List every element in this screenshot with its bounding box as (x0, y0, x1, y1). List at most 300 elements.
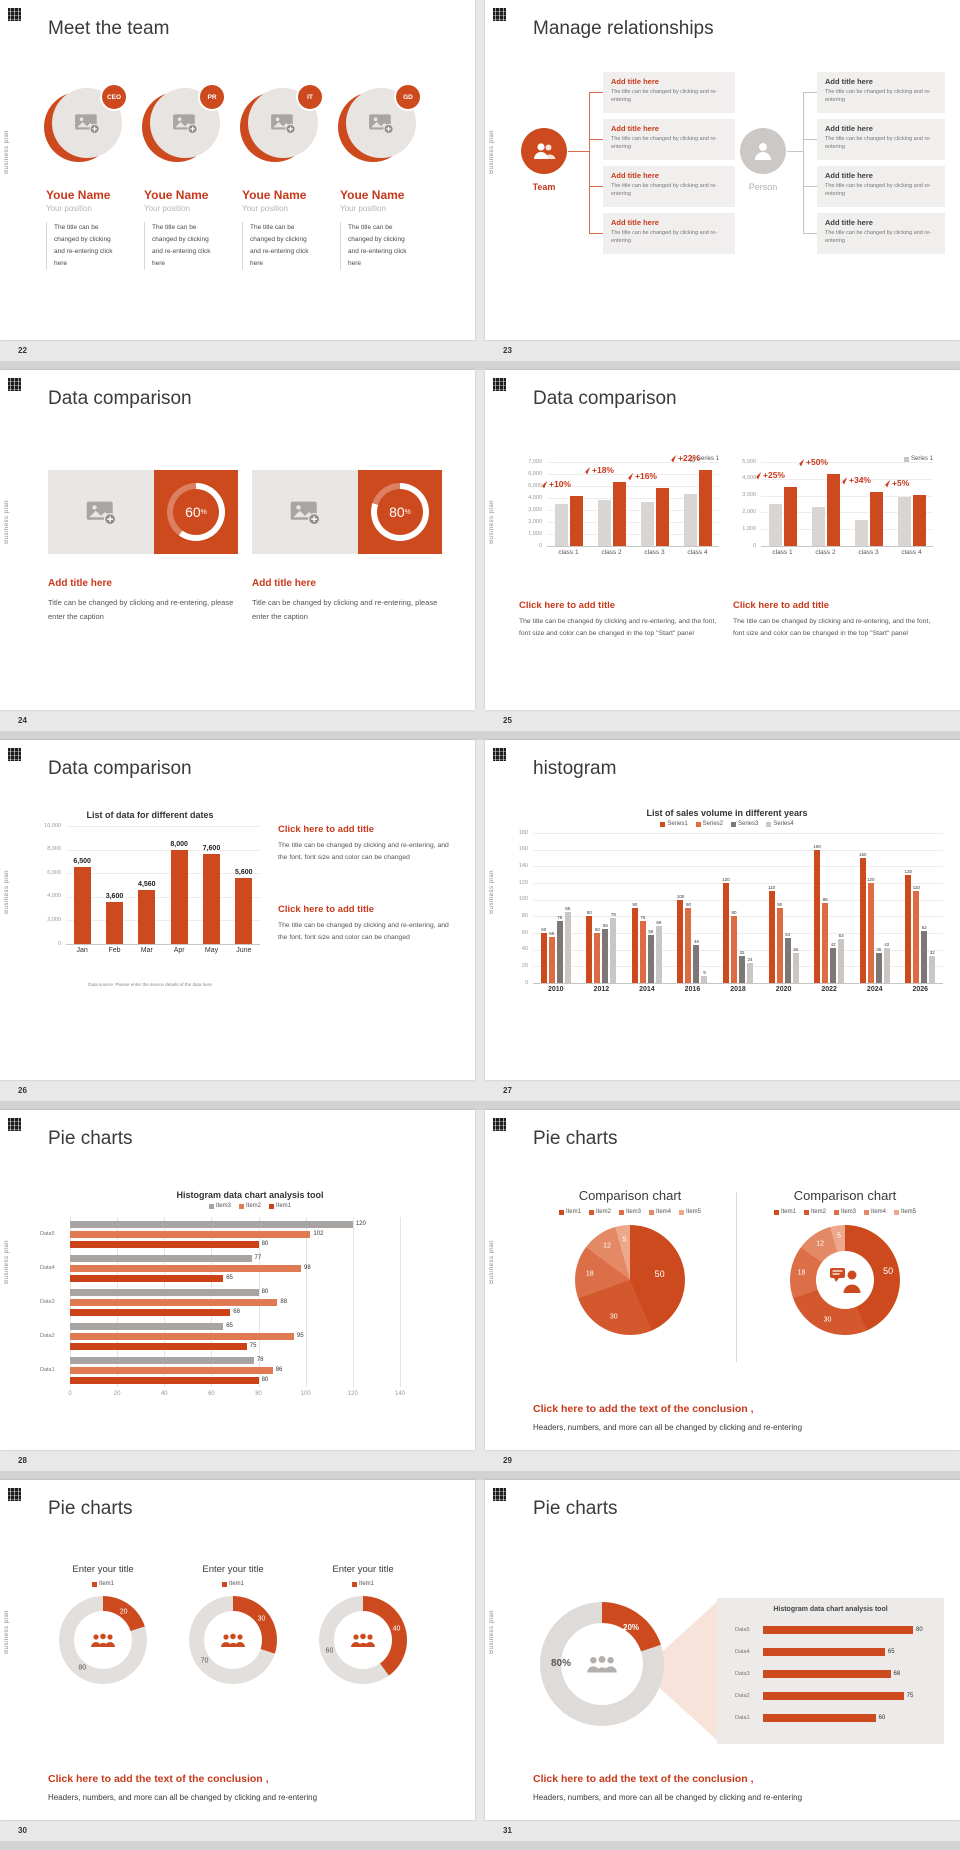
progress-ring-center (377, 489, 423, 535)
image-placeholder (48, 470, 154, 554)
bar-value-label: 53 (838, 932, 844, 938)
percent-unit: % (404, 508, 411, 516)
bar-value-label: 60 (541, 927, 547, 932)
slide-26-data-comparison[interactable] (0, 740, 475, 1080)
slice-value-label: 50 (654, 1268, 665, 1279)
bar-value-label: 130 (904, 868, 913, 874)
legend-item (766, 821, 793, 827)
bar (763, 1626, 913, 1634)
bar (70, 1377, 259, 1384)
bar-value-label: 42 (884, 942, 890, 947)
row-3 (0, 740, 960, 1080)
x-axis-labels (66, 947, 260, 954)
y-axis-tick: 180 (518, 829, 528, 836)
y-axis-tick: 60 (521, 929, 528, 936)
caption-title: Click here to add title (278, 904, 375, 915)
relationship-box (817, 166, 945, 207)
x-axis-label: class 2 (815, 549, 836, 556)
sidebar-vertical-text: Business plan (489, 130, 495, 174)
bar (739, 950, 745, 983)
chart-panel (40, 810, 260, 987)
chart-title: Enter your title (72, 1564, 134, 1575)
percent-value: 60 (185, 504, 201, 520)
x-axis-tick: 20 (113, 1391, 121, 1397)
y-axis-tick: 4,000 (47, 893, 61, 900)
bar (70, 1367, 273, 1374)
bar (676, 893, 685, 983)
hbar-line (70, 1343, 460, 1350)
connector-line (589, 186, 603, 187)
role-badge: CEO (100, 83, 128, 111)
donut-center (816, 1251, 874, 1309)
chart-legend (511, 821, 943, 827)
bar (641, 502, 654, 546)
connector-line (803, 233, 817, 234)
bar (541, 927, 547, 983)
box-description: The title can be changed by clicking and re-entering (611, 89, 718, 104)
page-number: 27 (503, 1086, 512, 1095)
slide-31-pie-charts[interactable] (485, 1480, 960, 1820)
bar (202, 845, 221, 944)
y-axis-tick: 80 (521, 912, 528, 919)
legend-item (731, 821, 758, 827)
category-label: Data3 (40, 1299, 55, 1305)
legend-item (894, 1209, 916, 1215)
legend-label: Item3 (215, 1203, 231, 1209)
chart-title: List of sales volume in different years (646, 808, 808, 818)
hbar-line (70, 1377, 460, 1384)
legend-swatch (766, 822, 771, 827)
member-position: Your position (144, 204, 190, 213)
hbar-line (70, 1323, 460, 1330)
x-axis-tick: 60 (208, 1391, 215, 1397)
bar-value-label: 60 (594, 927, 600, 932)
person-title-boxes (817, 72, 945, 260)
bar (70, 1241, 259, 1248)
bar-group (98, 826, 130, 944)
brand-logo (8, 1488, 21, 1501)
growth-label: +18% (582, 465, 614, 475)
legend-label: Item5 (901, 1209, 917, 1215)
team-title-boxes (603, 72, 735, 260)
sidebar-vertical-text: Business plan (489, 500, 495, 544)
bar-value-label: 36 (793, 947, 799, 952)
x-axis-label: 2010 (547, 986, 564, 993)
x-axis-label: 2020 (775, 986, 792, 993)
connector-line (589, 92, 590, 233)
caption-title: Click here to add title (278, 824, 375, 835)
bar (70, 1299, 277, 1306)
connector-line (803, 92, 817, 93)
legend-label: Item1 (358, 1581, 374, 1587)
page-number: 24 (18, 716, 27, 725)
bar (912, 885, 920, 983)
hbar-row (735, 1685, 944, 1707)
bar-value-label: 80 (731, 910, 737, 916)
page-number: 22 (18, 346, 27, 355)
x-axis-label: Mar (140, 947, 153, 954)
member-description: The title can be changed by clicking and re-entering click here (340, 222, 412, 270)
slide-title: Data comparison (48, 388, 192, 409)
x-axis-label: Jan (76, 947, 88, 954)
legend-item (239, 1203, 261, 1209)
image-placeholder-icon (85, 499, 117, 525)
legend-label: Item3 (840, 1209, 856, 1215)
bar-value-label: 4,560 (138, 881, 156, 889)
caption-title: Click here to add title (733, 600, 830, 611)
slide-27-histogram[interactable] (485, 740, 960, 1080)
member-description: The title can be changed by clicking and re-entering click here (242, 222, 314, 270)
row-2 (0, 370, 960, 710)
legend-item (92, 1581, 114, 1587)
percent-value: 80 (389, 504, 405, 520)
category-label: Data2 (735, 1693, 750, 1699)
bar-group (633, 462, 676, 546)
x-axis-label: class 2 (601, 549, 622, 556)
bar (549, 931, 555, 983)
y-axis-tick: 40 (521, 946, 528, 953)
slice-value-label: 20 (119, 1608, 128, 1616)
bar-value-label: 80 (916, 1627, 923, 1633)
bar-group (131, 826, 163, 944)
team-cards (46, 86, 425, 270)
slide-title: Pie charts (533, 1498, 618, 1519)
y-axis-tick: 0 (524, 979, 528, 986)
bar-value-label: 160 (813, 843, 821, 849)
brand-logo (8, 1118, 21, 1131)
box-title: Add title here (611, 77, 659, 86)
bar (870, 492, 883, 546)
slide-25-data-comparison[interactable] (485, 370, 960, 710)
percent-tile (358, 470, 442, 554)
hbar-row (735, 1641, 944, 1663)
sidebar-vertical-text: Business plan (4, 1610, 10, 1654)
relationship-box (603, 72, 735, 113)
legend-swatch (92, 1582, 97, 1587)
legend-label: Series1 (667, 821, 688, 827)
progress-ring (371, 483, 429, 541)
legend-swatch (222, 1582, 227, 1587)
row-divider (0, 361, 960, 370)
chart-legend (42, 1581, 164, 1587)
donut-center (204, 1611, 262, 1669)
caption-text: The title can be changed by clicking and re-entering, and the font, font size and color can be changed (278, 842, 449, 861)
role-badge: GD (394, 83, 422, 111)
brand-logo (8, 8, 21, 21)
caption-block (733, 600, 933, 640)
y-axis-tick: 2,000 (528, 518, 542, 525)
y-axis-tick: 4,000 (528, 494, 542, 501)
y-axis-tick: 1,000 (742, 525, 756, 532)
growth-arrow-icon (839, 476, 848, 485)
bar (610, 912, 616, 983)
conclusion-text: Headers, numbers, and more can all be changed by clicking and re-entering (48, 1793, 318, 1802)
bar (565, 906, 571, 983)
plot-area (533, 833, 943, 984)
bar-value-label: 90 (777, 902, 783, 907)
donut-chart (790, 1225, 900, 1335)
y-axis-tick: 120 (518, 879, 528, 886)
relationship-box (817, 213, 945, 254)
bar (656, 488, 669, 546)
legend-label: Series2 (702, 821, 723, 827)
bar (598, 500, 611, 546)
row-5 (0, 1480, 960, 1820)
slide-24-data-comparison[interactable] (0, 370, 475, 710)
bar (105, 892, 124, 944)
conclusion-text: Headers, numbers, and more can all be changed by clicking and re-entering (533, 1793, 803, 1802)
bar (866, 877, 875, 983)
legend-swatch (904, 457, 909, 462)
slide-28-pie-charts[interactable] (0, 1110, 475, 1450)
bar-value-label: 68 (893, 1671, 901, 1677)
hbar-line (763, 1626, 944, 1634)
page-number-strip (0, 340, 960, 361)
chart-title: Histogram data chart analysis tool (773, 1606, 888, 1613)
bar-group (163, 826, 195, 944)
bar-value-label: 88 (280, 1299, 288, 1305)
card-description: Title can be changed by clicking and re-entering, please enter the caption (252, 598, 438, 622)
hbar-line (70, 1357, 460, 1364)
bar (876, 947, 882, 983)
bar-value-label: 95 (296, 1333, 304, 1339)
page-number: 26 (18, 1086, 27, 1095)
bar (884, 942, 890, 983)
donut-center (561, 1623, 643, 1705)
relationship-box (603, 119, 735, 160)
slide-title: Pie charts (48, 1128, 133, 1149)
row-divider (0, 731, 960, 740)
caption-title: Click here to add title (519, 600, 616, 611)
hbar-line (70, 1309, 460, 1316)
bar (784, 487, 797, 546)
y-axis-tick: 6,000 (528, 470, 542, 477)
legend-swatch (239, 1204, 244, 1209)
hbar-line (70, 1231, 460, 1238)
slide-22-meet-the-team[interactable] (0, 0, 475, 340)
slide-29-pie-charts[interactable] (485, 1110, 960, 1450)
sidebar-vertical-text: Business plan (4, 130, 10, 174)
pie-chart (575, 1225, 685, 1335)
bar-group (670, 833, 716, 983)
box-description: The title can be changed by clicking and re-entering (611, 230, 718, 245)
hbar-line (70, 1265, 460, 1272)
legend-swatch (559, 1210, 564, 1215)
connector-line (568, 151, 589, 152)
legend-label: Item4 (871, 1209, 887, 1215)
member-name: Youe Name (144, 188, 209, 202)
connector-line (589, 139, 603, 140)
slice-value-label: 5 (837, 1232, 841, 1240)
slice-value-label: 18 (585, 1270, 594, 1278)
legend-item (222, 1581, 244, 1587)
percent-tile (154, 470, 238, 554)
y-axis-tick: 1,000 (528, 530, 542, 537)
slice-value-label: 80 (78, 1664, 87, 1672)
bar (722, 877, 730, 983)
bar-value-label: 60 (878, 1715, 886, 1721)
team-circle (521, 128, 567, 174)
legend-label: Item2 (810, 1209, 826, 1215)
x-axis-label: 2026 (912, 986, 929, 993)
bar-group (852, 833, 898, 983)
image-placeholder-icon (270, 112, 296, 134)
legend-swatch (834, 1210, 839, 1215)
card-description: Title can be changed by clicking and re-entering, please enter the caption (48, 598, 234, 622)
highlight-beam (655, 1600, 719, 1742)
chart-title: Enter your title (332, 1564, 394, 1575)
legend-swatch (589, 1210, 594, 1215)
bar-value-label: 120 (866, 877, 875, 882)
bar (70, 1231, 310, 1238)
people-group-icon (350, 1633, 376, 1648)
legend-item (269, 1203, 291, 1209)
chart-legend (302, 1581, 424, 1587)
slice-value-label: 60 (325, 1647, 334, 1655)
bar (793, 947, 799, 983)
category-label: Data4 (40, 1265, 55, 1271)
sidebar-vertical-text: Business plan (489, 1240, 495, 1284)
relationship-box (817, 72, 945, 113)
bar-value-label: 86 (275, 1367, 283, 1373)
image-placeholder-icon (172, 112, 198, 134)
hbar-row (40, 1353, 460, 1387)
hbar-row (40, 1285, 460, 1319)
bar-value-label: 80 (261, 1241, 269, 1247)
slide-title: histogram (533, 758, 617, 779)
legend-swatch (352, 1582, 357, 1587)
category-label: Data5 (40, 1231, 55, 1237)
donut-chart (189, 1596, 277, 1684)
growth-arrow-icon (796, 458, 805, 467)
legend-item (774, 1209, 796, 1215)
brand-logo (493, 8, 506, 21)
bar (731, 910, 737, 983)
bar (699, 470, 712, 546)
person-label: Person (748, 182, 778, 192)
progress-ring (167, 483, 225, 541)
bar (138, 881, 156, 944)
bar-value-label: 80 (261, 1289, 269, 1295)
bar (70, 1357, 254, 1364)
hbar-line (70, 1333, 460, 1340)
bar (170, 840, 188, 944)
x-axis-label: 2014 (639, 986, 655, 993)
bar (70, 1333, 294, 1340)
bar-value-label: 65 (602, 922, 608, 928)
bar (570, 496, 583, 546)
bar-value-label: 62 (921, 925, 927, 931)
slide-23-manage-relationships[interactable] (485, 0, 960, 340)
bar (70, 1255, 252, 1262)
pie-panel (740, 1188, 950, 1335)
brand-logo (493, 1118, 506, 1131)
people-group-icon (220, 1633, 246, 1648)
row-divider (0, 1471, 960, 1480)
bar (701, 969, 707, 984)
bar (929, 950, 935, 983)
member-description: The title can be changed by clicking and re-entering click here (46, 222, 118, 270)
legend-label: Item5 (686, 1209, 702, 1215)
donut-center (74, 1611, 132, 1669)
growth-label: +5% (882, 478, 909, 488)
growth-arrow-icon (882, 479, 891, 488)
bar (763, 1648, 885, 1656)
legend-label: Item4 (656, 1209, 672, 1215)
sidebar-vertical-text: Business plan (489, 870, 495, 914)
growth-arrow-icon (753, 471, 762, 480)
bar-value-label: 54 (785, 932, 791, 937)
y-axis-tick: 10,000 (44, 822, 61, 829)
bar-value-label: 46 (693, 938, 699, 944)
bar-value-label: 120 (355, 1221, 366, 1227)
hbar-line (70, 1367, 460, 1374)
hbar-line (763, 1670, 944, 1678)
legend-label: Series 1 (910, 456, 933, 462)
bar-value-label: 6,500 (73, 858, 91, 866)
bar (594, 927, 600, 983)
percent-unit: % (200, 508, 207, 516)
bar (812, 507, 825, 546)
slice-value-label: 30 (609, 1313, 618, 1321)
donut-accent-share-label: 20% (623, 1623, 640, 1632)
team-member-card (46, 86, 131, 270)
page-number: 29 (503, 1456, 512, 1465)
detail-panel (717, 1598, 944, 1744)
x-axis-label: June (236, 947, 252, 954)
y-axis-tick: 160 (518, 846, 528, 853)
x-axis-label: 2022 (821, 986, 837, 993)
legend-swatch (209, 1204, 214, 1209)
hbar-line (70, 1241, 460, 1248)
page-number-strip (0, 710, 960, 731)
legend-swatch (649, 1210, 654, 1215)
legend-label: Item1 (565, 1209, 581, 1215)
bar-value-label: 75 (249, 1343, 257, 1349)
avatar (242, 86, 320, 166)
y-axis-tick: 7,000 (528, 458, 542, 465)
bar (555, 504, 568, 546)
growth-label: +22% (668, 453, 700, 463)
slide-30-pie-charts[interactable] (0, 1480, 475, 1820)
box-title: Add title here (611, 171, 659, 180)
row-divider (0, 1101, 960, 1110)
progress-ring-center (173, 489, 219, 535)
x-axis-label: class 3 (644, 549, 665, 556)
connector-line (803, 186, 817, 187)
legend-item (589, 1209, 611, 1215)
y-axis-tick: 3,000 (742, 492, 756, 499)
page-number: 28 (18, 1456, 27, 1465)
bar (632, 902, 638, 983)
bar-value-label: 110 (768, 885, 776, 891)
chart-panel (733, 456, 933, 562)
legend-swatch (269, 1204, 274, 1209)
chart-panel (511, 808, 943, 999)
bar-group (624, 833, 670, 983)
legend-label: Series4 (773, 821, 794, 827)
category-label: Data3 (735, 1671, 750, 1677)
legend-label: Series3 (738, 821, 759, 827)
pie-panel (525, 1188, 735, 1335)
hbar-row (735, 1663, 944, 1685)
box-description: The title can be changed by clicking and re-entering (825, 183, 932, 198)
member-name: Youe Name (242, 188, 307, 202)
bar-value-label: 80 (586, 910, 592, 916)
hbar-line (763, 1692, 944, 1700)
bar-value-label: 80 (261, 1377, 269, 1383)
category-label: Data5 (735, 1627, 750, 1633)
